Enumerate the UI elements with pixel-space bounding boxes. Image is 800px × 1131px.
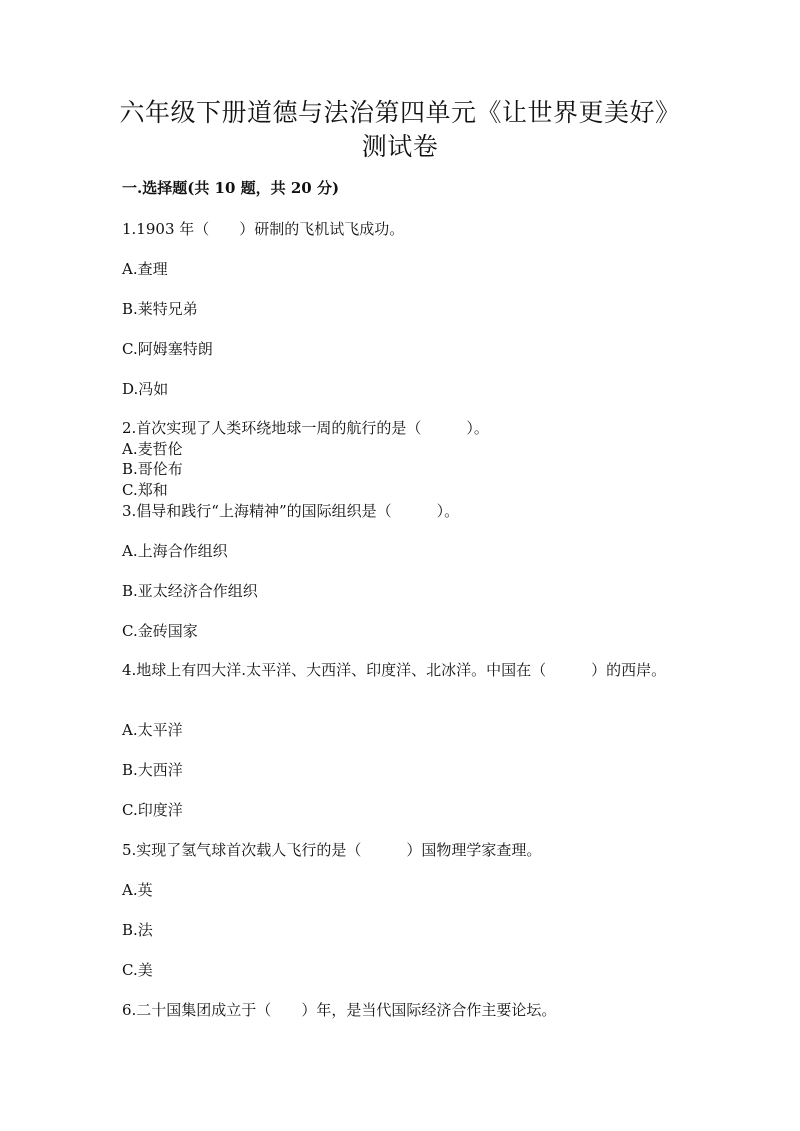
question-5-option-b: B.法	[122, 921, 153, 939]
question-3-stem: 3.倡导和践行“上海精神”的国际组织是（ ）。	[122, 502, 460, 520]
question-1-option-b: B.莱特兄弟	[122, 300, 198, 318]
question-2-stem: 2.首次实现了人类环绕地球一周的航行的是（ ）。	[122, 419, 489, 437]
document-title-line-2: 测试卷	[361, 132, 439, 161]
question-1-option-c: C.阿姆塞特朗	[122, 340, 213, 358]
question-4-option-c: C.印度洋	[122, 801, 183, 819]
question-5-stem: 5.实现了氢气球首次载人飞行的是（ ）国物理学家查理。	[122, 841, 542, 859]
question-1-stem: 1.1903 年（ ）研制的飞机试飞成功。	[122, 220, 405, 238]
question-1-option-a: A.查理	[122, 260, 168, 278]
question-1-option-d: D.冯如	[122, 380, 169, 398]
document-title-line-1: 六年级下册道德与法治第四单元《让世界更美好》	[119, 98, 681, 127]
question-6-stem: 6.二十国集团成立于（ ）年，是当代国际经济合作主要论坛。	[122, 1001, 557, 1019]
question-2-option-a: A.麦哲伦	[122, 440, 183, 458]
question-2-option-c: C.郑和	[122, 481, 168, 499]
question-3-option-a: A.上海合作组织	[122, 542, 228, 560]
question-3-option-b: B.亚太经济合作组织	[122, 582, 258, 600]
question-2-option-b: B.哥伦布	[122, 460, 183, 478]
question-4-stem: 4.地球上有四大洋.太平洋、大西洋、印度洋、北冰洋。中国在（ ）的西岸。	[122, 661, 667, 679]
question-4-option-b: B.大西洋	[122, 761, 183, 779]
section-heading-multiple-choice: 一.选择题(共 10 题，共 20 分)	[122, 179, 340, 197]
question-3-option-c: C.金砖国家	[122, 622, 198, 640]
question-4-option-a: A.太平洋	[122, 721, 183, 739]
question-5-option-a: A.英	[122, 881, 153, 899]
question-5-option-c: C.美	[122, 961, 153, 979]
